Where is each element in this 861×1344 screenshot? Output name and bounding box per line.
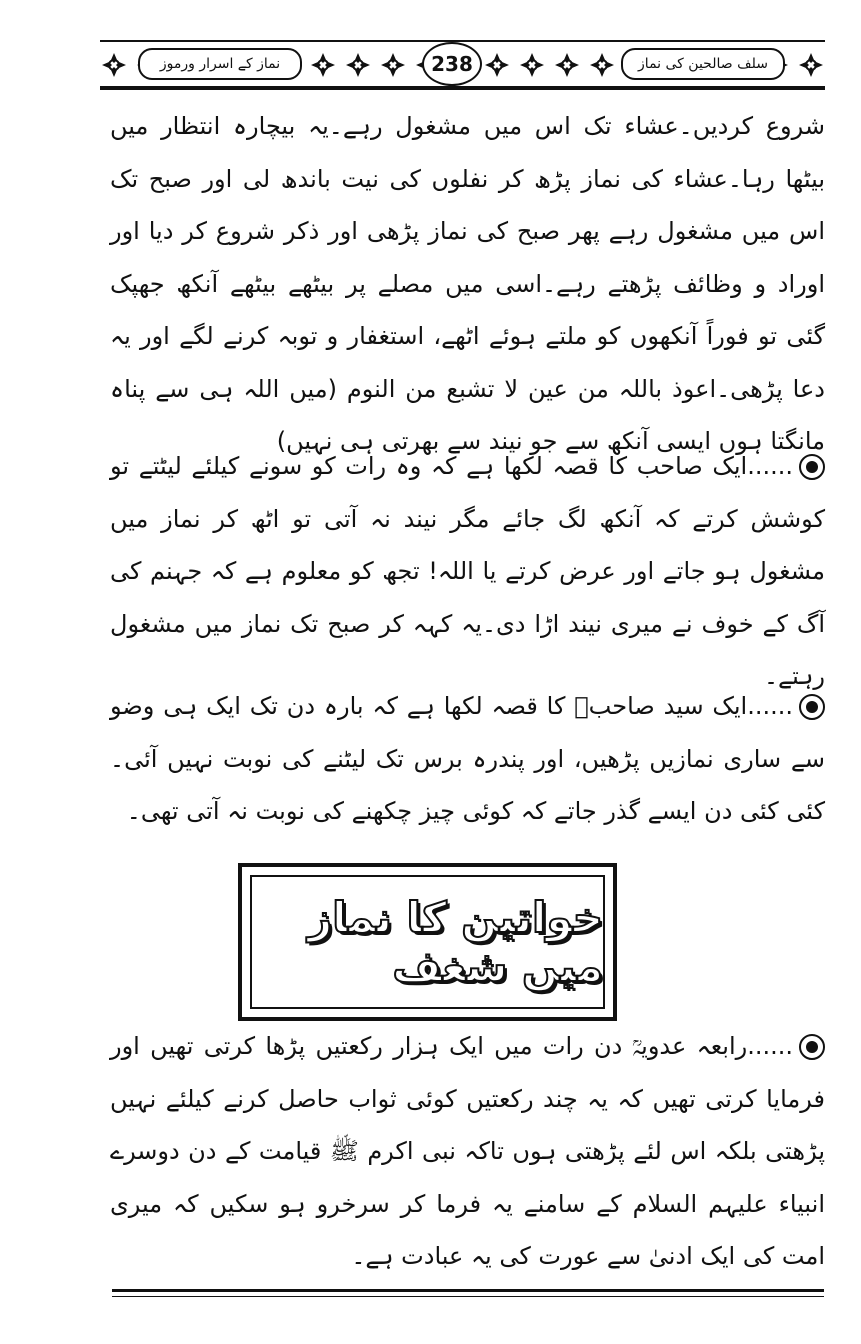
paragraph-story-sayyid — [110, 680, 825, 838]
paragraph-text: ......ایک سید صاحبؒ کا قصہ لکھا ہے کہ بارہ دن تک ایک ہی وضو سے ساری نمازیں پڑھیں، اور پندرہ برس تک لیٹنے کی نوبت نہیں آئی۔کئی کئی دن ایسے گذر جاتے کہ کوئی چیز چکھنے کی نوبت نہ آتی تھی۔ — [110, 692, 825, 825]
page-header — [100, 40, 825, 90]
flower-ornament-icon — [553, 51, 581, 79]
flower-ornament-icon — [588, 51, 616, 79]
flower-ornament-icon — [100, 51, 128, 79]
bullet-icon — [799, 694, 825, 720]
header-bottom-rule — [100, 86, 825, 90]
flower-ornament-icon — [344, 51, 372, 79]
bullet-icon — [799, 454, 825, 480]
paragraph-text: ......رابعہ عدویہؒ دن رات میں ایک ہزار رکعتیں پڑھا کرتی تھیں اور فرمایا کرتی تھیں کہ یہ چند رکعتیں کوئی ثواب حاصل کرنے کیلئے نہیں پڑھتی بلکہ اس لئے پڑھتی ہوں تاکہ نبی اکرم ﷺ قیامت کے دن دوسرے انبیاء علیہم السلام کے سامنے یہ فرما کر سرخرو ہو سکیں کہ میری امت کی ایک ادنیٰ سے عورت کی یہ عبادت ہے۔ — [110, 1032, 826, 1270]
flower-ornament-icon — [518, 51, 546, 79]
paragraph-text: ......ایک صاحب کا قصہ لکھا ہے کہ وہ رات کو سونے کیلئے لیٹتے تو کوشش کرتے کہ آنکھ لگ جائے مگر نیند نہ آتی تو اٹھ کر نماز میں مشغول ہو جاتے اور عرض کرتے یا اللہ! تجھ کو معلوم ہے کہ جہنم کی آگ کے خوف نے میری نیند اڑا دی۔یہ کہہ کر صبح تک نماز میں مشغول رہتے۔ — [110, 452, 825, 690]
page-number: 238 — [422, 42, 482, 86]
flower-ornament-icon — [379, 51, 407, 79]
bullet-icon — [799, 1034, 825, 1060]
book-title-caption: سلف صالحین کی نماز — [621, 48, 785, 80]
paragraph-story-rabia — [110, 1020, 825, 1283]
paragraph-text: شروع کردیں۔عشاء تک اس میں مشغول رہے۔یہ بیچارہ انتظار میں بیٹھا رہا۔عشاء کی نماز پڑھ کر نفلوں کی نیت باندھ لی اور صبح تک اس میں مشغول رہے پھر صبح کی نماز پڑھی اور ذکر شروع کر دیا اور اوراد و وظائف پڑھتے رہے۔اسی میں مصلے پر بیٹھے بیٹھے آنکھ جھپک گئی تو فوراً آنکھوں کو ملتے ہوئے اٹھے، استغفار و توبہ کرنے لگے اور یہ دعا پڑھی۔اعوذ باللہ من عین لا تشبع من النوم (میں اللہ ہی سے پناہ مانگتا ہوں ایسی آنکھ سے جو نیند سے بھرتی ہی نہیں) — [110, 112, 825, 455]
flower-ornament-icon — [309, 51, 337, 79]
chapter-title-caption: نماز کے اسرار ورموز — [138, 48, 302, 80]
flower-ornament-icon — [483, 51, 511, 79]
section-title: خواتین کا نماز میں شغف — [307, 893, 603, 991]
paragraph-story-sleepless — [110, 440, 825, 703]
section-title-frame — [238, 863, 617, 1021]
flower-ornament-icon — [797, 51, 825, 79]
footer-rule-thin — [112, 1296, 824, 1297]
header-top-rule — [100, 40, 825, 42]
paragraph-continuation — [110, 100, 825, 468]
section-title-inner-border — [250, 875, 605, 1009]
footer-rule-thick — [112, 1289, 824, 1292]
